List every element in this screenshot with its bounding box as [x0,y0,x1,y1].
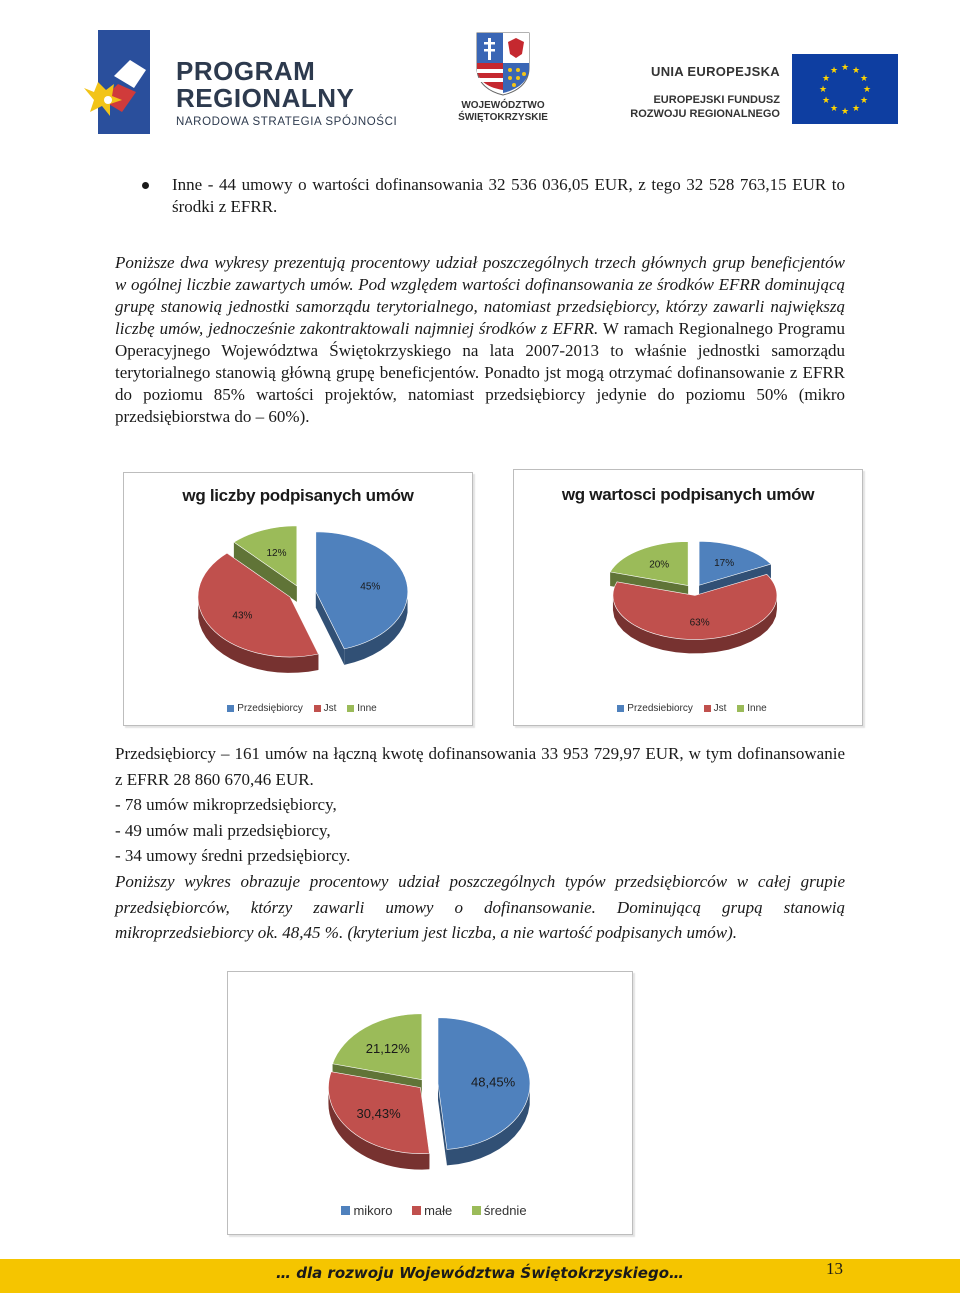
logo-line-3: NARODOWA STRATEGIA SPÓJNOŚCI [176,116,398,128]
chart-3-legend-3: średnie [483,1203,527,1219]
eu-logo-text [600,64,780,121]
chart-3-legend [228,1202,632,1218]
paragraph-2-line-1: Przedsiębiorcy – 161 umów na łączną kwotę dofinansowania 33 953 729,97 EUR, w tym dofinansowanie z EFRR 28 860 670,46 EUR. [115,744,845,789]
svg-text:★: ★ [829,66,839,76]
svg-text:★: ★ [829,104,839,114]
pie-data-label: 45% [360,581,381,593]
chart-3-legend-2: małe [424,1203,453,1219]
bullet-text: Inne - 44 umowy o wartości dofinansowania 32 536 036,05 EUR, z tego 32 528 763,15 EUR to środki z EFRR. [172,175,845,216]
eu-flag-icon [792,54,898,124]
bullet-marker [142,182,149,189]
eu-line-1: UNIA EUROPEJSKA [651,64,780,79]
svg-text:★: ★ [859,74,869,84]
pie-data-label: 43% [232,610,253,622]
footer-slogan: … dla rozwoju Województwa Świętokrzyskiego… [275,1264,685,1282]
pie-data-label: 17% [714,558,735,569]
eu-line-3: ROZWOJU REGIONALNEGO [630,108,780,120]
svg-text:★: ★ [851,104,861,114]
page-header [0,0,960,150]
chart-2-legend-2: Jst [713,703,727,714]
program-regionalny-logo-icon [84,30,176,134]
paragraph-1-sentence-2: W ramach Regionalnego Programu Operacyjnego Województwa Świętokrzyskiego na lata 2007-2013 to właśnie jednostki samorządu terytorialnego stanowią główną grupę beneficjentów. Ponadto jst mogą otrzymać dofinansowanie z EFRR do poziomu 85% wartości projektów, natomiast przedsiębiorcy jedynie do poziomu 50% (mikro przedsiębiorstwa do – 60%). [115,319,845,426]
chart-1-legend-2: Jst [323,703,337,714]
logo-line-2: REGIONALNY [176,83,355,113]
paragraph-3 [115,869,845,946]
chart-by-value [513,469,863,726]
pie-data-label: 48,45% [471,1074,516,1090]
paragraph-2-line-4: - 34 umowy średni przedsiębiorcy. [115,846,351,865]
pie-data-label: 12% [266,547,287,559]
paragraph-2 [115,741,845,869]
chart-1-legend-1: Przedsiębiorcy [237,703,303,714]
svg-text:★: ★ [859,96,869,106]
chart-3-legend-1: mikoro [353,1203,393,1219]
pie-data-label: 30,43% [356,1106,401,1121]
paragraph-1-sentence-1: Poniższe dwa wykresy prezentują procentowy udział poszczególnych trzech głównych grup beneficjentów w ogólnej liczbie zawartych umów. Pod względem wartości dofinansowania ze środków EFRR dominującą grupę stanowią jednostki samorządu terytorialnego, natomiast przedsiębiorcy, którzy zawarli największą liczbę umów, jednocześnie zakontraktowali najmniej środków z EFRR. [115,253,845,338]
svg-text:★: ★ [862,85,872,95]
chart-2-legend-1: Przedsiebiorcy [627,703,693,714]
chart-enterprise-types [227,971,633,1235]
page-number: 13 [826,1259,843,1278]
chart-2-pie [514,512,862,692]
legend-swatch-green [472,1206,481,1215]
paragraph-3-sentence-1: Poniższy wykres obrazuje procentowy udział poszczególnych typów przedsiębiorców w całej grupie przedsiębiorców, którzy zawarli umowy o dofinansowanie. Dominującą grupą stanowią mikroprzedsiebiorcy ok. 48,45 %. [115,872,845,942]
paragraph-2-line-3: - 49 umów mali przedsiębiorcy, [115,820,331,840]
legend-swatch-green [347,705,354,712]
logo-line-1: PROGRAM [176,56,316,86]
pie-data-label: 20% [649,559,670,571]
chart-by-count [123,472,473,726]
svg-text:★: ★ [840,107,850,117]
legend-swatch-blue [341,1206,350,1215]
paragraph-1 [115,252,845,428]
svg-text:★: ★ [851,66,861,76]
legend-swatch-red [412,1206,421,1215]
svg-text:★: ★ [840,63,850,73]
paragraph-2-line-2: - 78 umów mikroprzedsiębiorcy, [115,795,337,814]
legend-swatch-red [314,705,321,712]
chart-3-pie [228,986,632,1186]
chart-2-title: wg wartosci podpisanych umów [561,485,815,504]
svg-text:★: ★ [818,85,828,95]
legend-swatch-green [737,705,744,712]
program-regionalny-logo-text [176,58,397,130]
legend-swatch-blue [617,705,624,712]
svg-text:★: ★ [821,74,831,84]
chart-1-legend-3: Inne [357,703,377,714]
chart-1-title: wg liczby podpisanych umów [182,486,414,505]
pie-data-label: 63% [689,617,710,629]
pie-data-label: 21,12% [365,1041,410,1056]
region-logo-text [455,100,551,124]
coat-of-arms-icon [476,32,530,96]
legend-swatch-blue [227,705,234,712]
region-line-1: WOJEWÓDZTWO [461,100,545,111]
chart-1-pie [124,513,472,693]
paragraph-3-sentence-2: (kryterium jest liczba, a nie wartość podpisanych umów). [347,923,737,942]
region-line-2: ŚWIĘTOKRZYSKIE [458,112,548,123]
legend-swatch-red [704,705,711,712]
chart-1-legend [124,703,472,714]
chart-2-legend-3: Inne [747,703,767,714]
svg-text:★: ★ [821,96,831,106]
eu-line-2: EUROPEJSKI FUNDUSZ [653,94,780,106]
chart-2-legend [514,703,862,714]
